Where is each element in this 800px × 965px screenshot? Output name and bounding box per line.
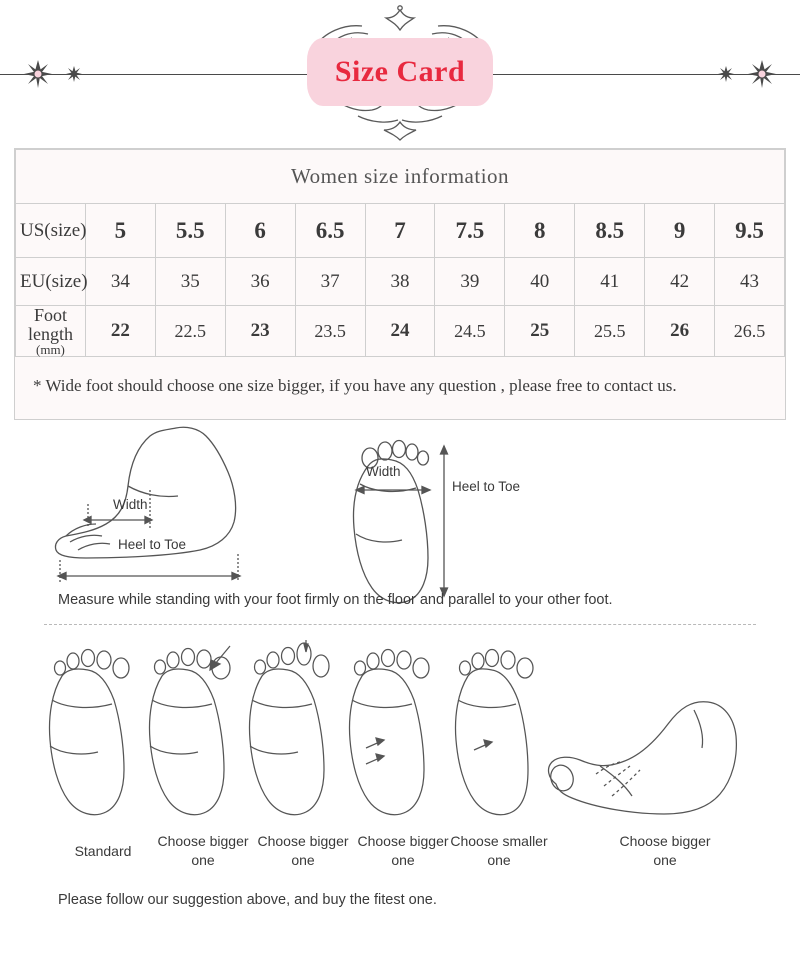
top-heel-to-toe-label: Heel to Toe: [452, 479, 521, 495]
foot-type-long-second-toe: [250, 640, 330, 815]
size-note: * Wide foot should choose one size bigger, if you have any question , please free to contact us.: [33, 376, 677, 396]
section-dashed-divider: [44, 624, 756, 625]
header-banner: [0, 0, 800, 148]
side-heel-to-toe-label: Heel to Toe: [118, 537, 187, 553]
cell-us-3: 6.5: [295, 204, 365, 258]
foot-type-narrow: [456, 650, 534, 815]
row-label-foot-length-main: Foot length: [27, 305, 73, 344]
arrow-down: [304, 640, 308, 652]
table-row-foot-length: [16, 306, 785, 357]
cell-eu-6: 40: [505, 258, 575, 306]
row-label-us: US(size): [16, 204, 86, 258]
cell-fl-4: 24: [365, 306, 435, 357]
foot-type-label-5: Choose bigger one: [619, 833, 711, 869]
arrow-outward: [474, 740, 492, 750]
cell-fl-7: 25.5: [575, 306, 645, 357]
foot-type-standard: [50, 650, 130, 815]
size-table-caption: Women size information: [16, 150, 785, 204]
measure-diagram-section: [0, 424, 800, 624]
cell-fl-5: 24.5: [435, 306, 505, 357]
cell-eu-8: 42: [645, 258, 715, 306]
cell-fl-6: 25: [505, 306, 575, 357]
measure-caption: Measure while standing with your foot firmly on the floor and parallel to your other foot.: [58, 592, 613, 609]
cell-us-6: 8: [505, 204, 575, 258]
foot-type-wide-toe: [150, 646, 231, 815]
page-title: Size Card: [334, 55, 466, 88]
cell-us-7: 8.5: [575, 204, 645, 258]
size-table: [15, 149, 785, 357]
cell-us-9: 9.5: [715, 204, 785, 258]
row-label-foot-length-unit: (mm): [36, 341, 65, 357]
row-label-foot-length: [16, 306, 86, 357]
cell-us-0: 5: [85, 204, 155, 258]
foot-type-label-2: Choose bigger one: [257, 833, 349, 869]
top-width-label: Width: [366, 464, 401, 480]
cell-eu-3: 37: [295, 258, 365, 306]
cell-fl-3: 23.5: [295, 306, 365, 357]
foot-type-label-3: Choose bigger one: [357, 833, 449, 869]
cell-us-5: 7.5: [435, 204, 505, 258]
arrow-down-left: [210, 646, 230, 670]
cell-eu-7: 41: [575, 258, 645, 306]
cell-eu-1: 35: [155, 258, 225, 306]
cell-fl-0: 22: [85, 306, 155, 357]
cell-eu-2: 36: [225, 258, 295, 306]
foot-type-high-arch: [350, 650, 430, 815]
table-row-us: [16, 204, 785, 258]
cell-us-8: 9: [645, 204, 715, 258]
foot-type-label-0: Standard: [74, 843, 132, 860]
foot-types-section: [0, 624, 800, 924]
cell-eu-0: 34: [85, 258, 155, 306]
cell-eu-5: 39: [435, 258, 505, 306]
top-heel-to-toe-arrow: [441, 446, 448, 596]
cell-fl-9: 26.5: [715, 306, 785, 357]
foot-types-caption: Please follow our suggestion above, and buy the fitest one.: [58, 892, 437, 909]
foot-type-label-1: Choose bigger one: [157, 833, 249, 869]
foot-type-high-instep: [547, 702, 736, 814]
side-width-label: Width: [113, 497, 148, 513]
size-information-panel: [14, 148, 786, 420]
cell-us-1: 5.5: [155, 204, 225, 258]
cell-fl-1: 22.5: [155, 306, 225, 357]
table-row-eu: [16, 258, 785, 306]
ornament-left-icon: [8, 52, 128, 96]
title-plate: [307, 38, 493, 106]
row-label-eu: EU(size): [16, 258, 86, 306]
title-banner: [240, 4, 560, 144]
foot-type-label-4: Choose smaller one: [450, 833, 548, 869]
cell-fl-2: 23: [225, 306, 295, 357]
cell-us-2: 6: [225, 204, 295, 258]
cell-eu-4: 38: [365, 258, 435, 306]
ornament-right-icon: [672, 52, 792, 96]
cell-us-4: 7: [365, 204, 435, 258]
arrow-inner-pair: [366, 738, 384, 764]
table-caption-row: [16, 150, 785, 204]
cell-fl-8: 26: [645, 306, 715, 357]
cell-eu-9: 43: [715, 258, 785, 306]
